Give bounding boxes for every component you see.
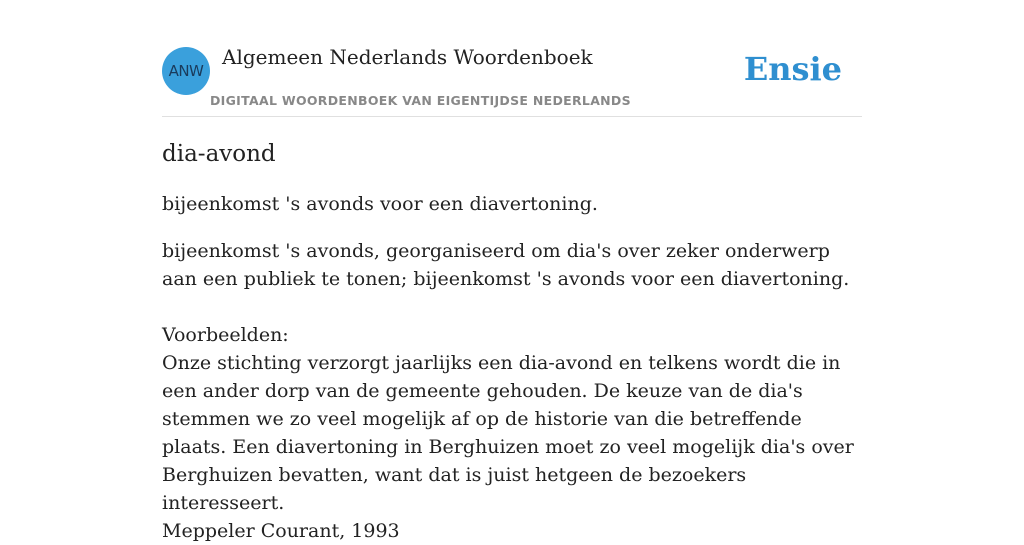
site-header xyxy=(162,40,862,117)
ensie-brand-link[interactable]: Ensie xyxy=(743,50,842,88)
long-definition: bijeenkomst 's avonds, georganiseerd om dia's over zeker onderwerp aan een publiek te tonen; bijeenkomst 's avonds voor een diavertoning. xyxy=(162,240,850,290)
examples-label: Voorbeelden: xyxy=(162,324,289,346)
examples-block xyxy=(162,321,862,545)
entry-word: dia-avond xyxy=(162,141,276,167)
anw-logo[interactable]: ANW xyxy=(162,47,210,95)
example-text: Onze stichting verzorgt jaarlijks een dia-avond en telkens wordt die in een ander dorp van de gemeente gehouden. De keuze van de dia's stemmen we zo veel mogelijk af op de historie van die betreffende plaats. Een diavertoning in Berghuizen moet zo veel mogelijk dia's over Berghuizen bevatten, want dat is juist hetgeen de bezoekers interesseert. xyxy=(162,352,854,514)
example-source: Meppeler Courant, 1993 xyxy=(162,520,400,542)
site-title[interactable]: Algemeen Nederlands Woordenboek xyxy=(222,45,593,69)
entry-content xyxy=(162,138,862,545)
short-definition: bijeenkomst 's avonds voor een diavertoning. xyxy=(162,193,598,215)
site-subtitle: DIGITAAL WOORDENBOEK VAN EIGENTIJDSE NEDERLANDS xyxy=(210,93,631,108)
